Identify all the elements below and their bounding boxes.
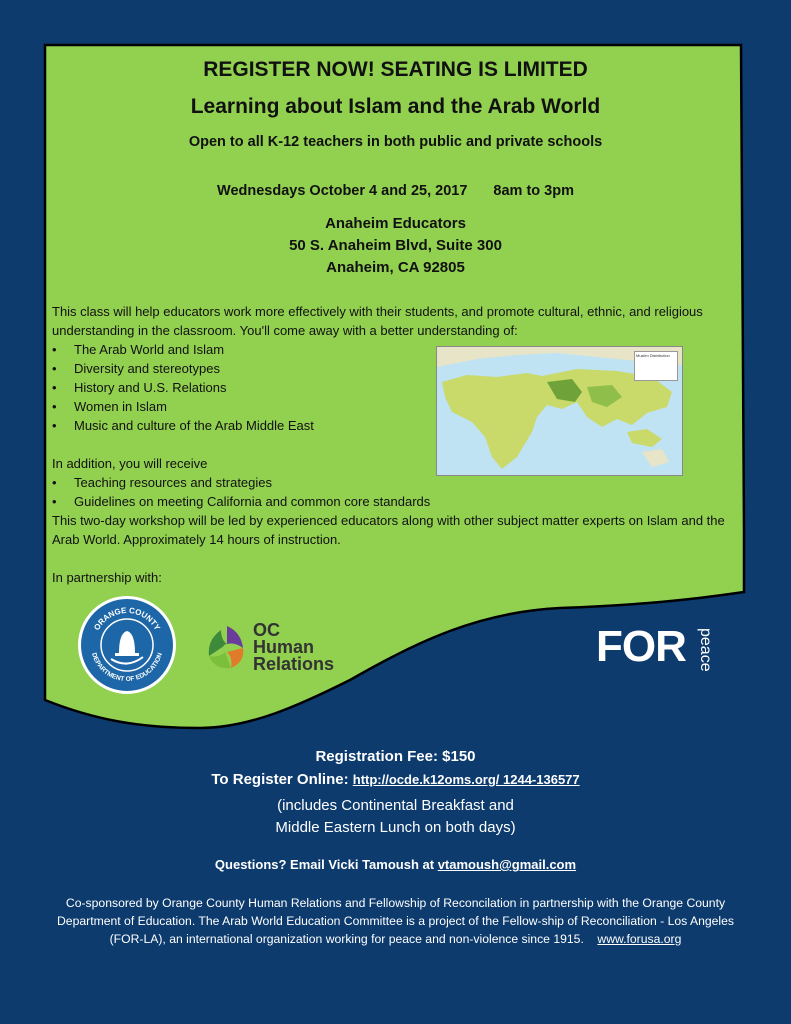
ocde-bottom-text: DEPARTMENT OF EDUCATION xyxy=(90,652,164,684)
venue-name: Anaheim Educators xyxy=(325,215,466,232)
event-title: Learning about Islam and the Arab World xyxy=(190,95,601,118)
event-subtitle: Open to all K-12 teachers in both public and private schools xyxy=(188,134,603,150)
intro-paragraph: This class will help educators work more effectively with their students, and promote cultural, ethnic, and religious understanding in the classroom. You'll come away with a better understanding of: xyxy=(52,304,703,338)
meal-note-line-2: Middle Eastern Lunch on both days) xyxy=(275,819,516,836)
cosponsor-note xyxy=(0,894,791,948)
list-item: • Women in Islam xyxy=(74,397,742,416)
for-peace-logo xyxy=(592,620,722,676)
website-link[interactable]: www.forusa.org xyxy=(597,932,682,946)
meal-note xyxy=(0,795,791,839)
event-time: 8am to 3pm xyxy=(493,183,574,199)
list-item: • Guidelines on meeting California and common core standards xyxy=(74,492,742,511)
workshop-paragraph: This two-day workshop will be led by experienced educators along with other subject matter experts on Islam and the Arab World. Approximately 14 hours of instruction. xyxy=(52,513,725,547)
ocde-logo xyxy=(78,596,176,694)
list-item: • Diversity and stereotypes xyxy=(74,359,742,378)
venue-street: 50 S. Anaheim Blvd, Suite 300 xyxy=(289,237,502,254)
additions-list xyxy=(52,473,742,511)
meal-note-line-1: (includes Continental Breakfast and xyxy=(277,797,514,814)
headline: REGISTER NOW! SEATING IS LIMITED xyxy=(203,58,588,81)
register-online xyxy=(0,771,791,788)
event-dates: Wednesdays October 4 and 25, 2017 xyxy=(217,183,468,199)
peace-wordmark: peace xyxy=(697,628,714,672)
ochr-line-2: Human xyxy=(253,637,315,657)
venue-address xyxy=(0,213,791,279)
addition-intro: In addition, you will receive xyxy=(52,456,208,471)
list-item: • Teaching resources and strategies xyxy=(74,473,742,492)
oc-human-relations-logo xyxy=(205,622,365,686)
venue-city: Anaheim, CA 92805 xyxy=(326,259,465,276)
contact-line xyxy=(0,857,791,872)
ochr-line-1: OC xyxy=(253,620,280,640)
bell-icon xyxy=(81,599,173,691)
for-wordmark: FOR xyxy=(596,622,686,671)
ochr-line-3: Relations xyxy=(253,654,335,674)
cosponsor-text: Co-sponsored by Orange County Human Relations and Fellowship of Reconcilation in partnership with the Orange County Department of Education. The Arab World Education Committee is a project of the Fellow-ship of Reconciliation - Los Angeles (FOR-LA), an international organization working for peace and non-violence since 1915. xyxy=(57,896,734,946)
hands-icon xyxy=(205,622,249,672)
ochr-wordmark xyxy=(253,622,334,673)
event-schedule xyxy=(0,183,791,199)
contact-question: Questions? Email Vicki Tamoush at xyxy=(214,857,435,872)
register-label: To Register Online: xyxy=(211,771,349,788)
map-legend: Muslim Distribution xyxy=(634,351,678,381)
contact-email-link[interactable]: vtamoush@gmail.com xyxy=(437,857,577,872)
registration-fee: Registration Fee: $150 xyxy=(315,748,476,765)
list-item: • The Arab World and Islam xyxy=(74,340,742,359)
ocde-top-text: ORANGE COUNTY xyxy=(92,605,162,632)
world-map-image xyxy=(436,346,683,476)
registration-link[interactable]: http://ocde.k12oms.org/ 1244-136577 xyxy=(352,772,580,787)
partnership-label: In partnership with: xyxy=(52,570,162,585)
list-item: • Music and culture of the Arab Middle East xyxy=(74,416,742,435)
list-item: • History and U.S. Relations xyxy=(74,378,742,397)
svg-text:DEPARTMENT OF EDUCATION xyxy=(90,652,164,683)
